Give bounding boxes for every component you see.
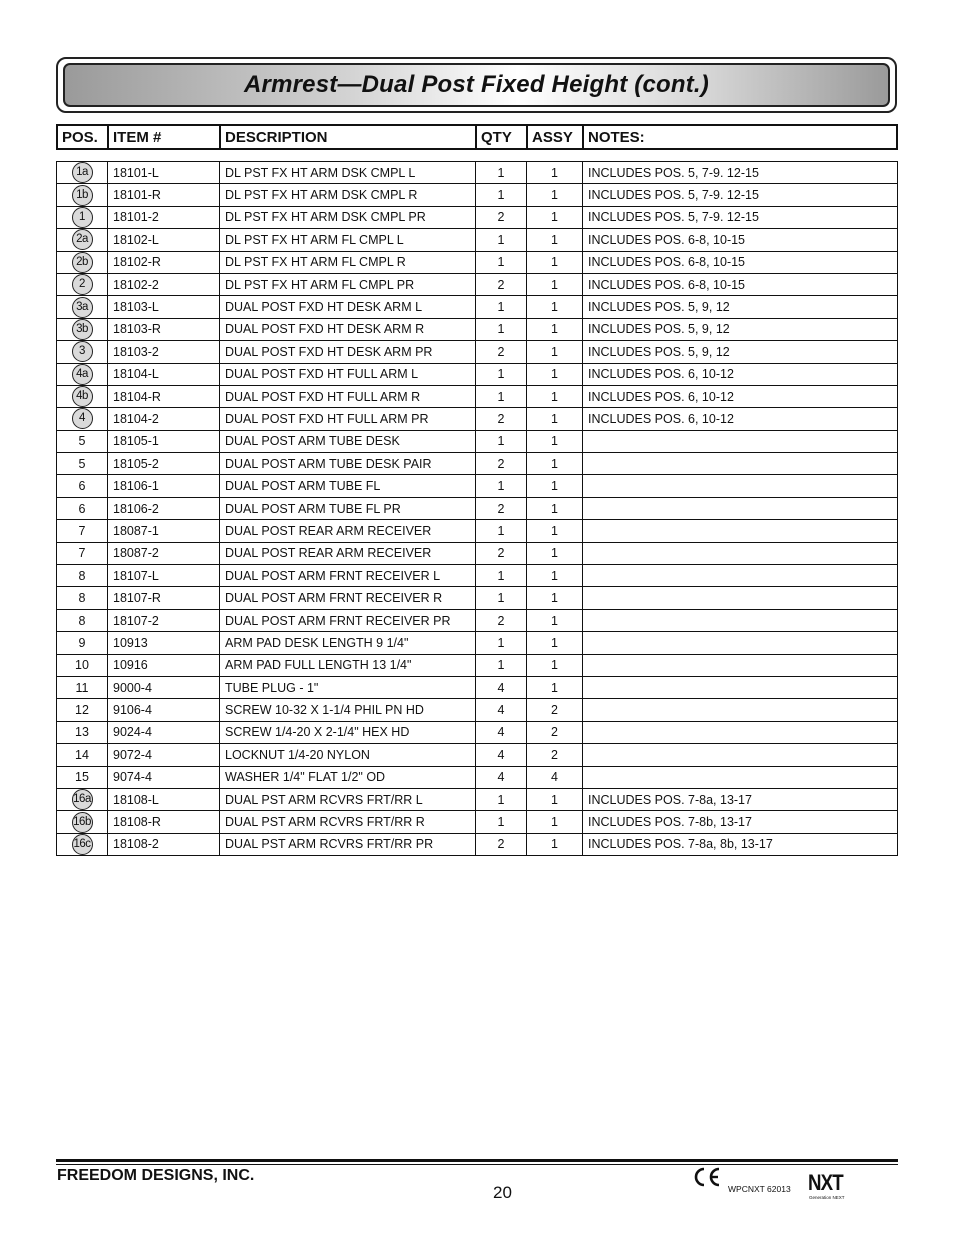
cell-notes	[583, 744, 898, 766]
cell-assy: 1	[527, 341, 583, 363]
cell-description: DUAL POST REAR ARM RECEIVER	[220, 542, 476, 564]
cell-notes	[583, 520, 898, 542]
cell-qty: 1	[476, 162, 527, 184]
cell-description: DUAL POST ARM FRNT RECEIVER L	[220, 565, 476, 587]
cell-description: DUAL POST ARM FRNT RECEIVER PR	[220, 609, 476, 631]
cell-notes	[583, 565, 898, 587]
cell-item-number: 18108-2	[108, 833, 220, 855]
cell-description: DUAL POST FXD HT DESK ARM PR	[220, 341, 476, 363]
cell-notes: INCLUDES POS. 7-8a, 13-17	[583, 788, 898, 810]
position-callout-circle: 1a	[72, 162, 93, 183]
cell-notes	[583, 676, 898, 698]
table-row	[57, 788, 898, 810]
cell-qty: 1	[476, 788, 527, 810]
cell-item-number: 18107-2	[108, 609, 220, 631]
table-row	[57, 296, 898, 318]
cell-qty: 1	[476, 811, 527, 833]
title-banner	[56, 57, 897, 113]
cell-description: DUAL POST FXD HT DESK ARM L	[220, 296, 476, 318]
cell-description: DUAL POST ARM TUBE FL PR	[220, 497, 476, 519]
cell-notes	[583, 497, 898, 519]
cell-item-number: 18108-R	[108, 811, 220, 833]
cell-notes	[583, 453, 898, 475]
position-callout-circle: 16a	[72, 789, 93, 810]
header-description: DESCRIPTION	[220, 125, 476, 149]
cell-notes	[583, 587, 898, 609]
cell-qty: 2	[476, 542, 527, 564]
cell-qty: 4	[476, 699, 527, 721]
cell-pos: 12	[57, 699, 108, 721]
cell-assy: 1	[527, 296, 583, 318]
title-banner-inner	[63, 63, 890, 107]
cell-assy: 1	[527, 430, 583, 452]
cell-assy: 1	[527, 565, 583, 587]
cell-qty: 1	[476, 565, 527, 587]
position-callout-circle: 16b	[72, 812, 93, 833]
cell-assy: 1	[527, 833, 583, 855]
cell-qty: 2	[476, 453, 527, 475]
cell-description: DL PST FX HT ARM DSK CMPL R	[220, 184, 476, 206]
cell-pos: 6	[57, 497, 108, 519]
cell-notes: INCLUDES POS. 5, 7-9. 12-15	[583, 184, 898, 206]
cell-notes: INCLUDES POS. 5, 9, 12	[583, 341, 898, 363]
cell-description: DUAL POST ARM FRNT RECEIVER R	[220, 587, 476, 609]
position-callout-circle: 1b	[72, 185, 93, 206]
cell-qty: 1	[476, 475, 527, 497]
cell-qty: 1	[476, 587, 527, 609]
cell-assy: 1	[527, 654, 583, 676]
cell-pos: 10	[57, 654, 108, 676]
cell-qty: 1	[476, 632, 527, 654]
parts-table	[56, 161, 898, 856]
cell-notes: INCLUDES POS. 6-8, 10-15	[583, 229, 898, 251]
cell-item-number: 18101-R	[108, 184, 220, 206]
table-row	[57, 833, 898, 855]
cell-item-number: 9024-4	[108, 721, 220, 743]
cell-notes	[583, 721, 898, 743]
cell-assy: 1	[527, 206, 583, 228]
cell-qty: 4	[476, 766, 527, 788]
table-row	[57, 587, 898, 609]
position-callout-circle: 2b	[72, 252, 93, 273]
cell-pos: 5	[57, 430, 108, 452]
cell-item-number: 9106-4	[108, 699, 220, 721]
cell-description: WASHER 1/4" FLAT 1/2" OD	[220, 766, 476, 788]
cell-assy: 1	[527, 162, 583, 184]
cell-item-number: 18107-L	[108, 565, 220, 587]
cell-assy: 1	[527, 318, 583, 340]
cell-notes: INCLUDES POS. 7-8b, 13-17	[583, 811, 898, 833]
cell-item-number: 18104-R	[108, 385, 220, 407]
cell-assy: 1	[527, 363, 583, 385]
cell-description: DUAL PST ARM RCVRS FRT/RR PR	[220, 833, 476, 855]
cell-qty: 4	[476, 676, 527, 698]
cell-assy: 2	[527, 699, 583, 721]
cell-item-number: 18104-2	[108, 408, 220, 430]
table-row	[57, 542, 898, 564]
table-row	[57, 206, 898, 228]
cell-assy: 2	[527, 721, 583, 743]
table-row	[57, 408, 898, 430]
cell-qty: 4	[476, 721, 527, 743]
ce-mark-icon	[692, 1166, 722, 1188]
footer-divider-thin	[56, 1164, 898, 1165]
table-row	[57, 699, 898, 721]
cell-notes: INCLUDES POS. 6, 10-12	[583, 363, 898, 385]
table-row	[57, 520, 898, 542]
position-callout-circle: 4b	[72, 386, 93, 407]
cell-qty: 1	[476, 520, 527, 542]
cell-pos	[57, 184, 108, 206]
cell-assy: 1	[527, 632, 583, 654]
position-callout-circle: 1	[72, 207, 93, 228]
cell-pos	[57, 833, 108, 855]
header-pos: POS.	[57, 125, 108, 149]
table-row	[57, 654, 898, 676]
cell-description: LOCKNUT 1/4-20 NYLON	[220, 744, 476, 766]
cell-qty: 2	[476, 609, 527, 631]
header-item: ITEM #	[108, 125, 220, 149]
cell-notes	[583, 699, 898, 721]
cell-item-number: 18087-1	[108, 520, 220, 542]
table-row	[57, 273, 898, 295]
cell-pos	[57, 788, 108, 810]
cell-pos: 6	[57, 475, 108, 497]
cell-pos: 11	[57, 676, 108, 698]
cell-notes: INCLUDES POS. 5, 7-9. 12-15	[583, 162, 898, 184]
table-row	[57, 609, 898, 631]
header-notes: NOTES:	[583, 125, 897, 149]
cell-pos: 7	[57, 542, 108, 564]
cell-description: DUAL POST ARM TUBE DESK	[220, 430, 476, 452]
cell-qty: 2	[476, 273, 527, 295]
table-row	[57, 632, 898, 654]
cell-description: SCREW 1/4-20 X 2-1/4" HEX HD	[220, 721, 476, 743]
cell-notes	[583, 609, 898, 631]
cell-item-number: 9072-4	[108, 744, 220, 766]
cell-item-number: 10913	[108, 632, 220, 654]
cell-item-number: 18104-L	[108, 363, 220, 385]
cell-qty: 1	[476, 296, 527, 318]
cell-description: DUAL POST FXD HT FULL ARM PR	[220, 408, 476, 430]
cell-pos	[57, 296, 108, 318]
cell-pos	[57, 385, 108, 407]
table-row	[57, 565, 898, 587]
cell-notes: INCLUDES POS. 6-8, 10-15	[583, 251, 898, 273]
cell-pos: 5	[57, 453, 108, 475]
cell-notes	[583, 654, 898, 676]
cell-qty: 1	[476, 654, 527, 676]
cell-pos	[57, 273, 108, 295]
nxt-logo-subtitle: Generation NEXT	[809, 1195, 845, 1200]
cell-assy: 1	[527, 251, 583, 273]
cell-pos: 15	[57, 766, 108, 788]
cell-item-number: 18108-L	[108, 788, 220, 810]
cell-item-number: 18106-2	[108, 497, 220, 519]
cell-notes: INCLUDES POS. 6, 10-12	[583, 385, 898, 407]
cell-assy: 1	[527, 587, 583, 609]
cell-description: SCREW 10-32 X 1-1/4 PHIL PN HD	[220, 699, 476, 721]
cell-notes: INCLUDES POS. 6, 10-12	[583, 408, 898, 430]
table-row	[57, 251, 898, 273]
cell-pos: 8	[57, 565, 108, 587]
cell-qty: 2	[476, 833, 527, 855]
cell-pos: 8	[57, 609, 108, 631]
cell-pos	[57, 408, 108, 430]
cell-item-number: 18103-R	[108, 318, 220, 340]
table-row	[57, 341, 898, 363]
cell-item-number: 18102-R	[108, 251, 220, 273]
position-callout-circle: 2	[72, 274, 93, 295]
table-row	[57, 318, 898, 340]
position-callout-circle: 4a	[72, 364, 93, 385]
cell-qty: 1	[476, 318, 527, 340]
cell-description: DL PST FX HT ARM DSK CMPL L	[220, 162, 476, 184]
cell-pos	[57, 229, 108, 251]
table-row	[57, 676, 898, 698]
cell-description: DUAL POST ARM TUBE FL	[220, 475, 476, 497]
cell-assy: 1	[527, 811, 583, 833]
cell-qty: 1	[476, 184, 527, 206]
cell-pos	[57, 206, 108, 228]
cell-notes: INCLUDES POS. 5, 9, 12	[583, 296, 898, 318]
position-callout-circle: 3	[72, 341, 93, 362]
table-row	[57, 229, 898, 251]
table-row	[57, 721, 898, 743]
cell-item-number: 18102-L	[108, 229, 220, 251]
cell-pos: 13	[57, 721, 108, 743]
cell-description: DUAL POST ARM TUBE DESK PAIR	[220, 453, 476, 475]
cell-notes	[583, 766, 898, 788]
cell-qty: 1	[476, 363, 527, 385]
cell-qty: 1	[476, 385, 527, 407]
header-qty: QTY	[476, 125, 527, 149]
page-number: 20	[493, 1183, 512, 1202]
cell-notes: INCLUDES POS. 5, 9, 12	[583, 318, 898, 340]
cell-description: TUBE PLUG - 1"	[220, 676, 476, 698]
table-row	[57, 430, 898, 452]
nxt-logo: NXT	[808, 1170, 843, 1195]
table-row	[57, 453, 898, 475]
cell-assy: 2	[527, 744, 583, 766]
cell-qty: 2	[476, 497, 527, 519]
cell-pos: 8	[57, 587, 108, 609]
cell-qty: 1	[476, 251, 527, 273]
cell-qty: 4	[476, 744, 527, 766]
cell-qty: 2	[476, 206, 527, 228]
cell-notes	[583, 475, 898, 497]
cell-assy: 1	[527, 788, 583, 810]
cell-description: DUAL POST FXD HT FULL ARM L	[220, 363, 476, 385]
cell-item-number: 18103-2	[108, 341, 220, 363]
cell-assy: 1	[527, 676, 583, 698]
cell-pos	[57, 162, 108, 184]
parts-table-header	[56, 124, 898, 150]
cell-notes	[583, 542, 898, 564]
cell-description: DUAL PST ARM RCVRS FRT/RR L	[220, 788, 476, 810]
cell-item-number: 10916	[108, 654, 220, 676]
table-row	[57, 475, 898, 497]
cell-description: DUAL POST FXD HT FULL ARM R	[220, 385, 476, 407]
cell-pos: 7	[57, 520, 108, 542]
cell-description: DL PST FX HT ARM FL CMPL PR	[220, 273, 476, 295]
company-name: FREEDOM DESIGNS, INC.	[57, 1167, 255, 1184]
position-callout-circle: 4	[72, 408, 93, 429]
cell-description: DL PST FX HT ARM DSK CMPL PR	[220, 206, 476, 228]
position-callout-circle: 16c	[72, 834, 93, 855]
position-callout-circle: 3a	[72, 297, 93, 318]
position-callout-circle: 3b	[72, 319, 93, 340]
cell-notes: INCLUDES POS. 7-8a, 8b, 13-17	[583, 833, 898, 855]
cell-qty: 1	[476, 430, 527, 452]
cell-pos	[57, 341, 108, 363]
cell-pos	[57, 251, 108, 273]
cell-assy: 1	[527, 497, 583, 519]
header-assy: ASSY	[527, 125, 583, 149]
cell-assy: 1	[527, 184, 583, 206]
table-row	[57, 162, 898, 184]
cell-assy: 1	[527, 385, 583, 407]
cell-description: DL PST FX HT ARM FL CMPL R	[220, 251, 476, 273]
cell-assy: 1	[527, 520, 583, 542]
table-row	[57, 766, 898, 788]
cell-assy: 1	[527, 408, 583, 430]
cell-notes: INCLUDES POS. 6-8, 10-15	[583, 273, 898, 295]
cell-pos: 9	[57, 632, 108, 654]
cell-item-number: 18087-2	[108, 542, 220, 564]
cell-assy: 1	[527, 609, 583, 631]
cell-pos	[57, 811, 108, 833]
cell-assy: 1	[527, 229, 583, 251]
cell-item-number: 18107-R	[108, 587, 220, 609]
cell-notes	[583, 430, 898, 452]
table-row	[57, 184, 898, 206]
cell-assy: 1	[527, 542, 583, 564]
cell-description: DL PST FX HT ARM FL CMPL L	[220, 229, 476, 251]
cell-pos	[57, 318, 108, 340]
cell-description: ARM PAD DESK LENGTH 9 1/4"	[220, 632, 476, 654]
cell-item-number: 18105-1	[108, 430, 220, 452]
cell-description: ARM PAD FULL LENGTH 13 1/4"	[220, 654, 476, 676]
cell-item-number: 9074-4	[108, 766, 220, 788]
cell-pos: 14	[57, 744, 108, 766]
cell-assy: 4	[527, 766, 583, 788]
position-callout-circle: 2a	[72, 229, 93, 250]
page-title: Armrest—Dual Post Fixed Height (cont.)	[244, 71, 709, 98]
cell-assy: 1	[527, 453, 583, 475]
cell-item-number: 18105-2	[108, 453, 220, 475]
cell-notes: INCLUDES POS. 5, 7-9. 12-15	[583, 206, 898, 228]
cell-item-number: 18103-L	[108, 296, 220, 318]
footer-divider	[56, 1159, 898, 1162]
cell-pos	[57, 363, 108, 385]
cell-item-number: 18102-2	[108, 273, 220, 295]
cell-qty: 2	[476, 341, 527, 363]
cell-description: DUAL POST REAR ARM RECEIVER	[220, 520, 476, 542]
table-row	[57, 744, 898, 766]
cell-item-number: 18106-1	[108, 475, 220, 497]
cell-assy: 1	[527, 273, 583, 295]
table-row	[57, 363, 898, 385]
cell-item-number: 9000-4	[108, 676, 220, 698]
document-code: WPCNXT 62013	[728, 1184, 791, 1194]
cell-assy: 1	[527, 475, 583, 497]
table-row	[57, 811, 898, 833]
cell-notes	[583, 632, 898, 654]
table-row	[57, 497, 898, 519]
cell-description: DUAL POST FXD HT DESK ARM R	[220, 318, 476, 340]
cell-qty: 1	[476, 229, 527, 251]
cell-qty: 2	[476, 408, 527, 430]
cell-item-number: 18101-L	[108, 162, 220, 184]
cell-description: DUAL PST ARM RCVRS FRT/RR R	[220, 811, 476, 833]
cell-item-number: 18101-2	[108, 206, 220, 228]
table-row	[57, 385, 898, 407]
